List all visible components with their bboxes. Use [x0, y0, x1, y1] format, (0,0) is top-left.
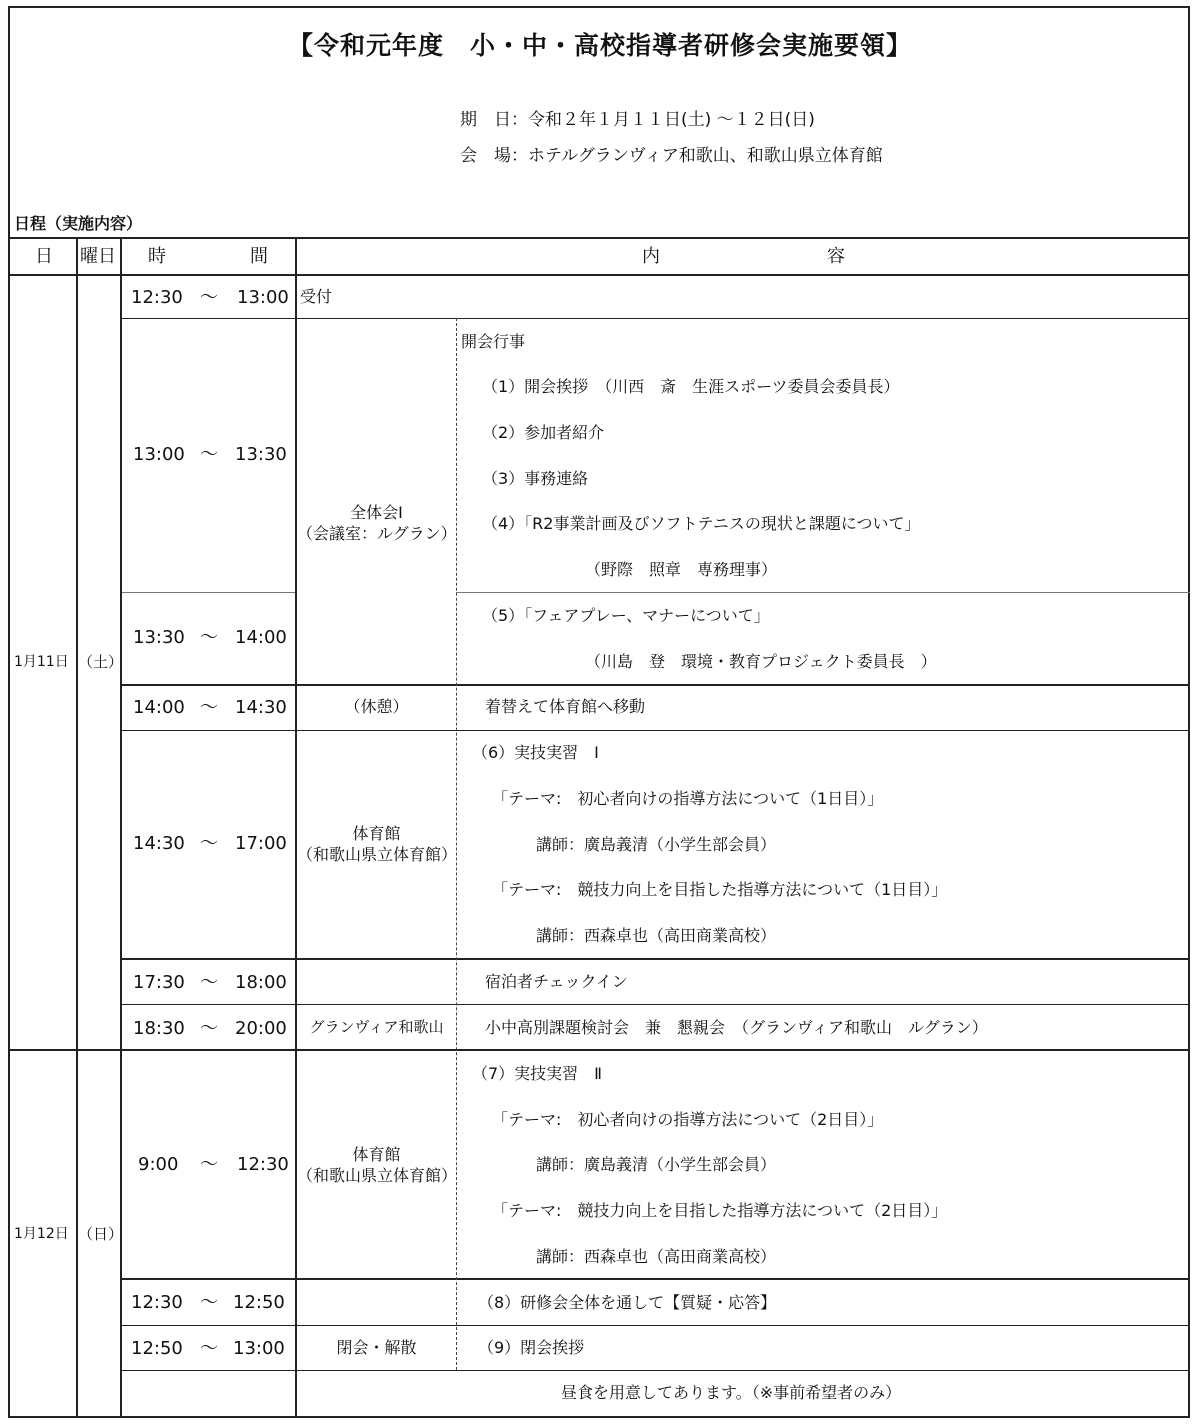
- time-separator: ～: [200, 697, 218, 718]
- content-lecturer: 講師：廣島義清（小学生部会員）: [536, 1155, 777, 1174]
- day-date: 1月12日: [14, 1226, 69, 1242]
- row-rule-thin: [120, 592, 296, 593]
- time-end: 18:00: [235, 972, 287, 993]
- content-checkin: 宿泊者チェックイン: [485, 972, 628, 991]
- time-separator: ～: [200, 972, 218, 993]
- page-title: 【令和元年度 小・中・高校指導者研修会実施要領】: [287, 31, 912, 60]
- content-lunch-note: 昼食を用意してあります。（※事前希望者のみ）: [561, 1383, 902, 1402]
- time-end: 13:00: [237, 287, 289, 308]
- content-move: 着替えて体育館へ移動: [485, 697, 646, 716]
- row-rule: [120, 730, 1190, 731]
- time-start: 18:30: [133, 1018, 185, 1039]
- day-weekday: （日）: [78, 1225, 124, 1243]
- time-start: 13:30: [133, 627, 185, 648]
- place-name: 体育館: [352, 1145, 401, 1164]
- place-room: （会議室：ルグラン）: [297, 524, 457, 543]
- table-top-rule: [8, 237, 1190, 239]
- time-start: 9:00: [138, 1154, 179, 1175]
- time-end: 13:30: [235, 444, 287, 465]
- row-rule: [120, 1004, 1190, 1005]
- row-rule: [120, 1278, 1190, 1280]
- time-end: 13:00: [233, 1338, 285, 1359]
- place-name: 全体会Ⅰ: [350, 503, 403, 522]
- time-separator: ～: [200, 1018, 218, 1039]
- time-end: 17:00: [235, 833, 287, 854]
- content-lecturer: 講師：西森卓也（高田商業高校）: [536, 926, 777, 945]
- place-cell: [297, 502, 456, 544]
- header-weekday: 曜日: [80, 246, 116, 267]
- time-separator: ～: [200, 627, 218, 648]
- place-cell: [297, 1144, 456, 1186]
- schedule-label: 日程（実施内容）: [14, 214, 143, 233]
- place-hotel: グランヴィア和歌山: [309, 1018, 444, 1036]
- content-lecturer: 講師：西森卓也（高田商業高校）: [536, 1247, 777, 1266]
- place-rest: （休憩）: [344, 697, 409, 716]
- content-lecturer: 講師：廣島義清（小学生部会員）: [536, 835, 777, 854]
- day-divider: [8, 1049, 1190, 1051]
- time-start: 14:00: [133, 697, 185, 718]
- content-item: （6）実技実習 Ⅰ: [472, 743, 599, 762]
- content-item: （5）「フェアプレー、マナーについて」: [482, 606, 770, 625]
- place-name: 体育館: [352, 824, 401, 843]
- time-start: 17:30: [133, 972, 185, 993]
- time-end: 12:50: [233, 1292, 285, 1313]
- content-item: （4）「R2事業計画及びソフトテニスの現状と課題について」: [482, 514, 921, 533]
- content-item: （3）事務連絡: [482, 469, 589, 488]
- content-theme: 「テーマ: 競技力向上を目指した指導方法について（2日目）」: [492, 1201, 948, 1220]
- time-separator: ～: [200, 833, 218, 854]
- content-speaker: （野際 照章 専務理事）: [585, 560, 778, 579]
- header-content: 内: [642, 246, 660, 267]
- content-reception: 受付: [300, 287, 333, 306]
- header-content: 容: [827, 246, 845, 267]
- time-separator: ～: [200, 1292, 218, 1313]
- header-day: 日: [35, 246, 53, 267]
- content-item: （9）閉会挨拶: [478, 1338, 585, 1357]
- day-date: 1月11日: [14, 654, 69, 670]
- row-rule: [120, 958, 1190, 960]
- place-closing: 閉会・解散: [336, 1338, 417, 1357]
- row-rule-thin: [456, 592, 1190, 593]
- time-end: 14:30: [235, 697, 287, 718]
- place-cell: [297, 823, 456, 865]
- content-theme: 「テーマ: 競技力向上を目指した指導方法について（1日目）」: [492, 880, 948, 899]
- time-end: 14:00: [235, 627, 287, 648]
- event-venue: 会 場：ホテルグランヴィア和歌山、和歌山県立体育館: [460, 146, 883, 166]
- time-start: 12:30: [131, 287, 183, 308]
- place-room: （和歌山県立体育館）: [297, 845, 458, 864]
- event-date: 期 日：令和２年１月１１日(土) ～１２日(日): [460, 110, 815, 130]
- row-rule: [120, 1370, 1190, 1371]
- row-rule: [120, 318, 1190, 319]
- time-start: 13:00: [133, 444, 185, 465]
- time-separator: ～: [200, 444, 218, 465]
- time-start: 12:50: [131, 1338, 183, 1359]
- content-item: （2）参加者紹介: [482, 423, 605, 442]
- content-theme: 「テーマ: 初心者向けの指導方法について（1日目）」: [492, 789, 884, 808]
- time-end: 12:30: [237, 1154, 289, 1175]
- content-speaker: （川島 登 環境・教育プロジェクト委員長 ）: [585, 652, 937, 671]
- day-weekday: （土）: [78, 653, 124, 671]
- time-start: 14:30: [133, 833, 185, 854]
- header-time: 間: [250, 246, 268, 267]
- content-item: （1）開会挨拶 （川西 斎 生涯スポーツ委員会委員長）: [482, 377, 900, 396]
- content-item: （7）実技実習 Ⅱ: [472, 1064, 603, 1083]
- time-end: 20:00: [235, 1018, 287, 1039]
- content-theme: 「テーマ: 初心者向けの指導方法について（2日目）」: [492, 1110, 884, 1129]
- row-rule: [120, 1325, 1190, 1326]
- time-separator: ～: [200, 287, 218, 308]
- time-start: 12:30: [131, 1292, 183, 1313]
- time-separator: ～: [200, 1338, 218, 1359]
- content-item: （8）研修会全体を通して【質疑・応答】: [478, 1293, 777, 1312]
- col-rule-dashed: [456, 318, 457, 1370]
- header-rule: [8, 274, 1190, 276]
- row-rule: [120, 684, 1190, 686]
- place-room: （和歌山県立体育館）: [297, 1166, 458, 1185]
- header-time: 時: [148, 246, 166, 267]
- content-social: 小中高別課題検討会 兼 懇親会 （グランヴィア和歌山 ルグラン）: [485, 1018, 988, 1037]
- time-separator: ～: [200, 1154, 218, 1175]
- content-opening: 開会行事: [461, 332, 526, 351]
